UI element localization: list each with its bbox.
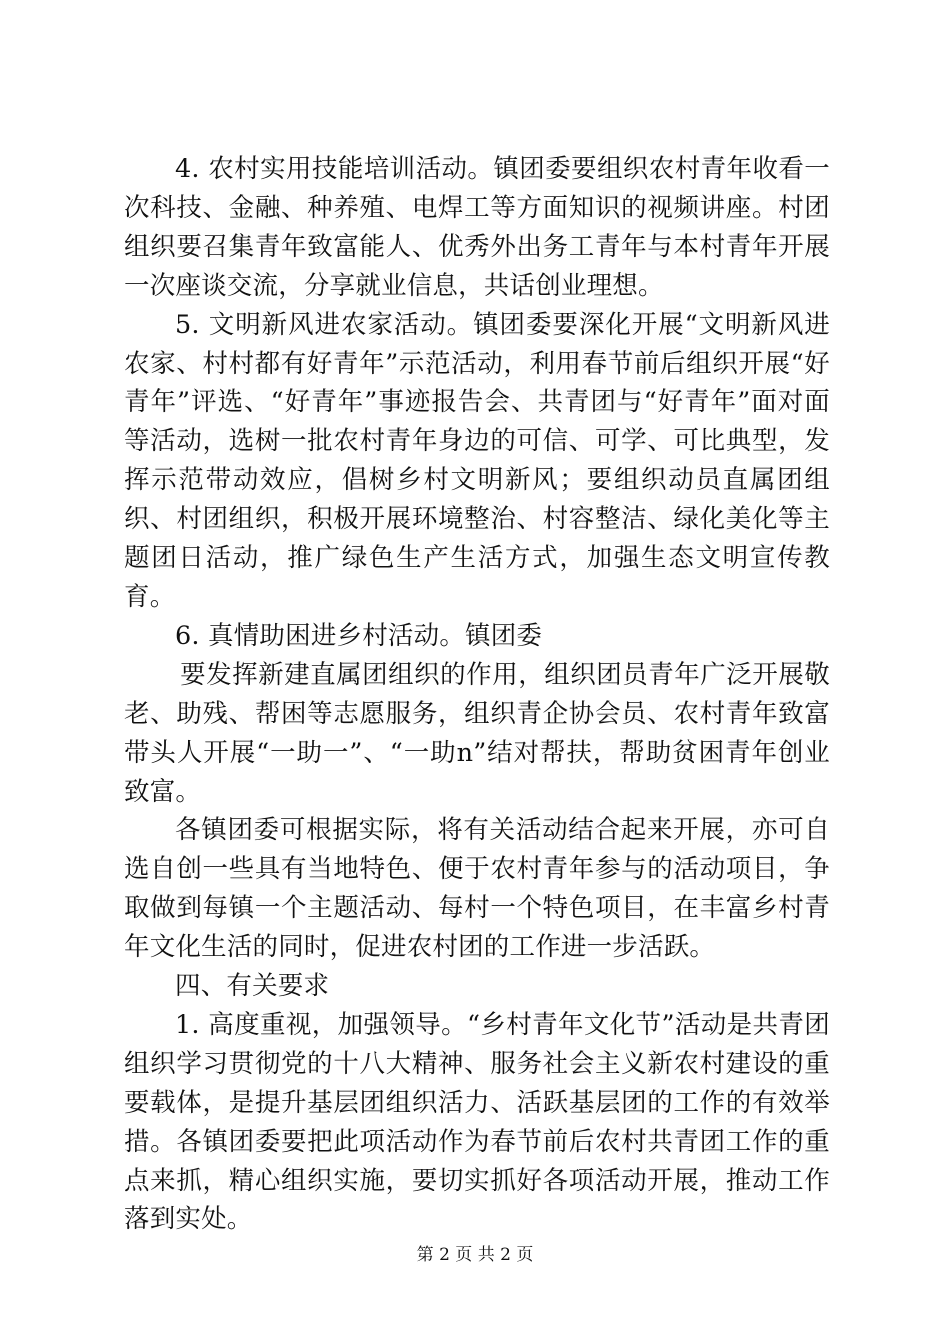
section-heading-requirements: 四、有关要求: [175, 971, 330, 1002]
paragraph-leadership: 1. 高度重视，加强领导。“乡村青年文化节”活动是共青团组织学习贯彻党的十八大精神、服务社会主义新农村建设的重要载体，是提升基层团组织活力、活跃基层团的工作的有效举措。各镇团委要把此项活动作为春节前后农村共青团工作的重点来抓，精心组织实施，要切实抓好各项活动开展，推动工作落到实处。: [124, 1009, 830, 1235]
document-body: [124, 150, 830, 1239]
page-number-footer: 第 2 页 共 2 页: [416, 1245, 534, 1265]
paragraph-skills-training: 4. 农村实用技能培训活动。镇团委要组织农村青年收看一次科技、金融、种养殖、电焊工等方面知识的视频讲座。村团组织要召集青年致富能人、优秀外出务工青年与本村青年开展一次座谈交流，分享就业信息，共话创业理想。: [124, 154, 830, 301]
paragraph-help-village-body: 要发挥新建直属团组织的作用，组织团员青年广泛开展敬老、助残、帮困等志愿服务，组织青企协会员、农村青年致富带头人开展“一助一”、“一助n”结对帮扶，帮助贫困青年创业致富。: [124, 659, 830, 807]
paragraph-combine-activities: 各镇团委可根据实际，将有关活动结合起来开展，亦可自选自创一些具有当地特色、便于农村青年参与的活动项目，争取做到每镇一个主题活动、每村一个特色项目，在丰富乡村青年文化生活的同时，促进农村团的工作进一步活跃。: [124, 815, 830, 963]
paragraph-civilized-customs: 5. 文明新风进农家活动。镇团委要深化开展“文明新风进农家、村村都有好青年”示范活动，利用春节前后组织开展“好青年”评选、“好青年”事迹报告会、共青团与“好青年”面对面等活动，选树一批农村青年身边的可信、可学、可比典型，发挥示范带动效应，倡树乡村文明新风；要组织动员直属团组织、村团组织，积极开展环境整治、村容整洁、绿化美化等主题团日活动，推广绿色生产生活方式，加强生态文明宣传教育。: [124, 309, 830, 612]
paragraph-help-village-heading: 6. 真情助困进乡村活动。镇团委: [175, 620, 543, 651]
